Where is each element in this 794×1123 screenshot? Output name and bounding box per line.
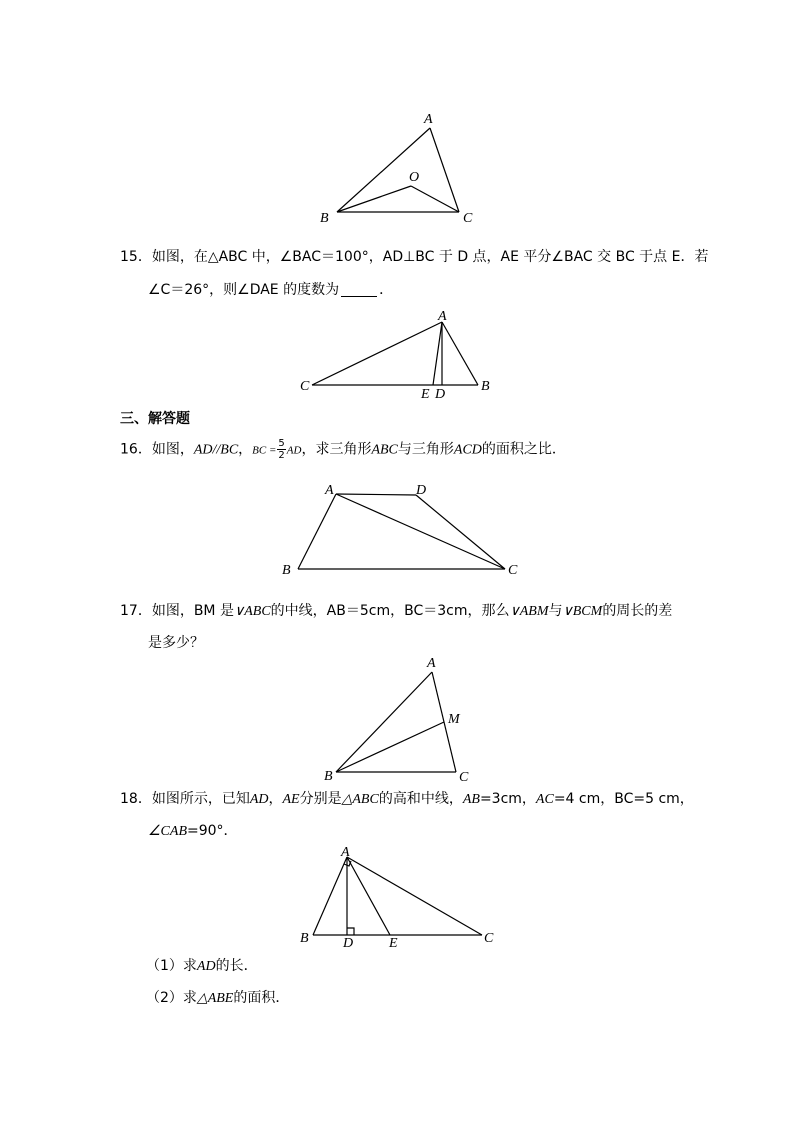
question-17-line-1 — [120, 602, 672, 621]
q17-triangle-abm: ∨ABM — [509, 604, 549, 619]
label-a: A — [341, 845, 350, 860]
segment-ca — [312, 322, 442, 385]
q16-text-b: ，求三角形 — [301, 441, 372, 458]
q18-ad: AD — [249, 792, 269, 807]
question-18-line-1 — [120, 790, 694, 809]
sub2-suffix: 的面积． — [233, 990, 290, 1006]
sub1-prefix: （1）求 — [146, 958, 197, 974]
right-angle-mark-d — [347, 928, 354, 935]
q18-angle-cab: ∠CAB — [148, 824, 187, 839]
label-a: A — [424, 112, 433, 127]
label-a: A — [325, 483, 334, 498]
label-a: A — [438, 309, 447, 324]
segment-ab — [313, 857, 347, 935]
q18-text-a: 如图所示，已知 — [151, 791, 250, 807]
label-d: D — [416, 483, 427, 498]
question-18-subquestion-2 — [146, 989, 289, 1008]
question-17-number: 17． — [120, 603, 152, 619]
q18-comma: ， — [268, 791, 283, 807]
label-b: B — [282, 563, 291, 578]
sub2-prefix: （2）求 — [146, 990, 197, 1006]
segment-ab — [442, 322, 478, 385]
label-b: B — [300, 931, 309, 946]
segment-ae — [433, 322, 442, 385]
question-15-text-1: 如图，在△ABC 中，∠BAC＝100°，AD⊥BC 于 D 点，AE 平分∠BAC 交 BC 于点 E．若 — [151, 249, 709, 265]
q16-eq-left: BC = — [252, 444, 277, 457]
sub1-ad: AD — [196, 959, 216, 974]
question-15-end: ． — [379, 282, 394, 298]
q17-triangle-abc: ∨ABC — [233, 604, 271, 619]
q16-text-a: 如图， — [151, 441, 194, 458]
segment-ae-median — [347, 857, 390, 935]
question-15-line-1 — [120, 248, 708, 266]
q18-text-c: 的高和中线， — [378, 791, 463, 807]
q18-text-b: 分别是 — [299, 791, 342, 807]
q16-triangle-abc: ABC — [371, 442, 398, 458]
q17-text-d: 的周长的差 — [602, 603, 673, 619]
q16-eq-right: AD — [286, 444, 302, 457]
q16-text-d: 的面积之比． — [481, 441, 566, 458]
segment-ad — [336, 494, 416, 495]
segment-ac — [347, 857, 482, 935]
section-title: 三、解答题 — [120, 411, 190, 427]
segment-ab — [298, 494, 336, 569]
sub1-suffix: 的长． — [215, 958, 258, 974]
label-o: O — [409, 170, 420, 185]
answer-blank[interactable] — [341, 282, 377, 297]
segment-bo — [337, 186, 411, 212]
question-15-text-2: ∠C＝26°，则∠DAE 的度数为 — [148, 282, 340, 298]
figure-17-triangle-median — [324, 656, 469, 785]
q18-triangle-abc: △ABC — [341, 792, 379, 807]
question-15-number: 15． — [120, 249, 152, 265]
label-c: C — [484, 931, 494, 946]
label-e: E — [421, 387, 430, 402]
q16-text-c: 与三角形 — [397, 441, 454, 458]
q18-angle-value: =90°． — [187, 823, 238, 839]
label-c: C — [508, 563, 518, 578]
label-d: D — [343, 936, 354, 951]
segment-ac — [336, 494, 505, 569]
label-c: C — [459, 770, 469, 785]
question-16-number: 16． — [120, 441, 152, 458]
figure-15-triangle — [300, 309, 490, 402]
segment-ba — [336, 672, 432, 772]
q17-text-b: 的中线，AB＝5cm，BC＝3cm，那么 — [270, 603, 510, 619]
segment-bm — [336, 722, 444, 772]
question-18-line-2 — [148, 822, 238, 841]
label-b: B — [320, 211, 329, 226]
label-m: M — [448, 712, 460, 727]
q18-ab: AB — [462, 792, 480, 807]
segment-dc — [416, 495, 505, 569]
q16-comma: ， — [238, 441, 253, 458]
figure-18-right-triangle — [300, 845, 494, 951]
question-18-number: 18． — [120, 791, 152, 807]
figure-14-triangle-abc-point-o — [320, 112, 473, 226]
q16-triangle-acd: ACD — [453, 442, 482, 458]
sub2-triangle-abe: △ABE — [196, 991, 234, 1006]
q16-expr-ad-parallel-bc: AD//BC — [193, 442, 239, 458]
q17-triangle-bcm: ∨BCM — [562, 604, 603, 619]
q18-ac-bc-values: =4 cm，BC=5 cm， — [553, 791, 694, 807]
label-d: D — [435, 387, 446, 402]
segment-ac — [430, 128, 459, 212]
q18-ab-value: =3cm， — [479, 791, 536, 807]
fraction-numerator: 5 — [278, 438, 285, 449]
question-17-line-2: 是多少？ — [148, 635, 204, 651]
fraction-denominator: 2 — [278, 450, 285, 461]
label-c: C — [300, 379, 310, 394]
figure-16-trapezoid — [282, 483, 518, 578]
q17-text-a: 如图，BM 是 — [151, 603, 234, 619]
label-b: B — [324, 769, 333, 784]
q18-ac: AC — [535, 792, 554, 807]
label-c: C — [463, 211, 473, 226]
q16-fraction — [277, 438, 285, 461]
label-b: B — [481, 379, 490, 394]
label-e: E — [389, 936, 398, 951]
label-a: A — [427, 656, 436, 671]
q18-ae: AE — [282, 792, 300, 807]
q17-text-c: 与 — [548, 603, 563, 619]
question-16-line-1 — [120, 438, 566, 461]
question-18-subquestion-1 — [146, 957, 258, 976]
question-15-line-2 — [148, 281, 393, 299]
